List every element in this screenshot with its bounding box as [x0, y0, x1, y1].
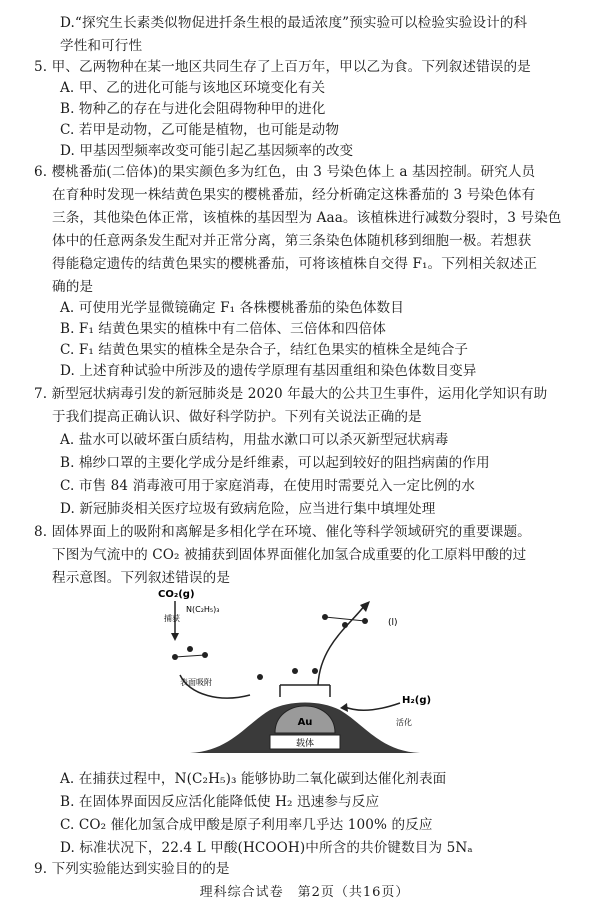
bond-line [325, 617, 365, 621]
au-label: Au [297, 717, 313, 728]
question-stem: 6. 樱桃番茄(二倍体)的果实颜色多为红色，由 3 号染色体上 a 基因控制。研究人员 [34, 164, 536, 180]
question-stem: 7. 新型冠状病毒引发的新冠肺炎是 2020 年最大的公共卫生事件，运用化学知识有助 [34, 386, 548, 402]
catalysis-diagram-svg [150, 585, 450, 760]
question-text-line: 在育种时发现一株结黄色果实的樱桃番茄，经分析确定这株番茄的 3 号染色体有 [52, 187, 536, 203]
answer-option: B. F₁ 结黄色果实的植株中有二倍体、三倍体和四倍体 [60, 321, 387, 337]
h2-label: H₂(g) [402, 695, 432, 706]
arrow-head [171, 633, 179, 641]
answer-option: A. 甲、乙的进化可能与该地区环境变化有关 [60, 80, 326, 96]
answer-option: C. 市售 84 消毒液可用于家庭消毒，在使用时需要兑入一定比例的水 [60, 478, 475, 494]
h2-arrow [345, 703, 400, 710]
answer-option: C. F₁ 结黄色果实的植株全是杂合子，结红色果实的植株全是纯合子 [60, 342, 469, 358]
question-text-line: 三条，其他染色体正常，该植株的基因型为 Aaa。该植株进行减数分裂时，3 号染色 [52, 210, 562, 226]
answer-option: A. 盐水可以破坏蛋白质结构，用盐水漱口可以杀灭新型冠状病毒 [60, 432, 449, 448]
answer-option: D.“探究生长素类似物促进扦条生根的最适浓度”预实验可以检验实验设计的科 [60, 15, 528, 31]
formic-state-label: (l) [388, 618, 398, 628]
question-text-line: 体中的任意两条发生配对并正常分离，第三条染色体随机移到细胞一极。若想获 [52, 233, 532, 249]
support-label: 载体 [295, 739, 315, 749]
catalysis-diagram [150, 585, 450, 760]
answer-option: B. 在固体界面因反应活化能降低使 H₂ 迅速参与反应 [60, 794, 380, 810]
question-text-line: 下图为气流中的 CO₂ 被捕获到固体界面催化加氢合成重要的化工原料甲酸的过 [52, 547, 527, 563]
atom [257, 674, 263, 680]
answer-option: D. 新冠肺炎相关医疗垃圾有致病危险，应当进行集中填埋处理 [60, 501, 436, 517]
answer-option: D. 甲基因型频率改变可能引起乙基因频率的改变 [60, 143, 354, 159]
answer-option: D. 标准状况下，22.4 L 甲酸(HCOOH)中所含的共价键数目为 5Nₐ [60, 840, 473, 856]
answer-option: C. CO₂ 催化加氢合成甲酸是原子利用率几乎达 100% 的反应 [60, 817, 433, 833]
answer-option: D. 上述育种试验中所涉及的遗传学原理有基因重组和染色体数目变异 [60, 363, 477, 379]
atom [187, 646, 193, 652]
arrow-head [340, 703, 348, 712]
question-stem: 8. 固体界面上的吸附和离解是多相化学在环境、催化等科学领域研究的重要课题。 [34, 524, 531, 540]
answer-option: 学性和可行性 [60, 38, 143, 54]
bond-line [175, 655, 205, 657]
adsorption-label: 表面吸附 [180, 678, 212, 687]
question-text-line: 确的是 [52, 279, 94, 295]
answer-option: C. 若甲是动物，乙可能是植物，也可能是动物 [60, 122, 340, 138]
question-stem: 5. 甲、乙两物种在某一地区共同生存了上百万年，甲以乙为食。下列叙述错误的是 [34, 59, 531, 75]
atom [292, 668, 298, 674]
activation-label: 活化 [396, 718, 412, 727]
answer-option: A. 在捕获过程中，N(C₂H₅)₃ 能够协助二氧化碳到达催化剂表面 [60, 771, 447, 787]
question-stem: 9. 下列实验能达到实验目的的是 [34, 861, 230, 877]
amine-label: N(C₂H₅)₃ [186, 605, 220, 614]
answer-option: B. 物种乙的存在与进化会阻碍物种甲的进化 [60, 101, 326, 117]
question-text-line: 得能稳定遗传的结黄色果实的樱桃番茄，可将该植株自交得 F₁。下列相关叙述正 [52, 256, 538, 272]
answer-option: B. 棉纱口罩的主要化学成分是纤维素，可以起到较好的阻挡病菌的作用 [60, 455, 490, 471]
capture-label: 捕获 [164, 614, 180, 623]
answer-option: A. 可使用光学显微镜确定 F₁ 各株樱桃番茄的染色体数目 [60, 300, 404, 316]
question-text-line: 于我们提高正确认识、做好科学防护。下列有关说法正确的是 [52, 409, 422, 425]
co2-label: CO₂(g) [158, 589, 195, 600]
question-text-line: 程示意图。下列叙述错误的是 [52, 570, 231, 586]
atom [312, 668, 318, 674]
page-footer: 理科综合试卷 第2页（共16页） [199, 885, 410, 900]
